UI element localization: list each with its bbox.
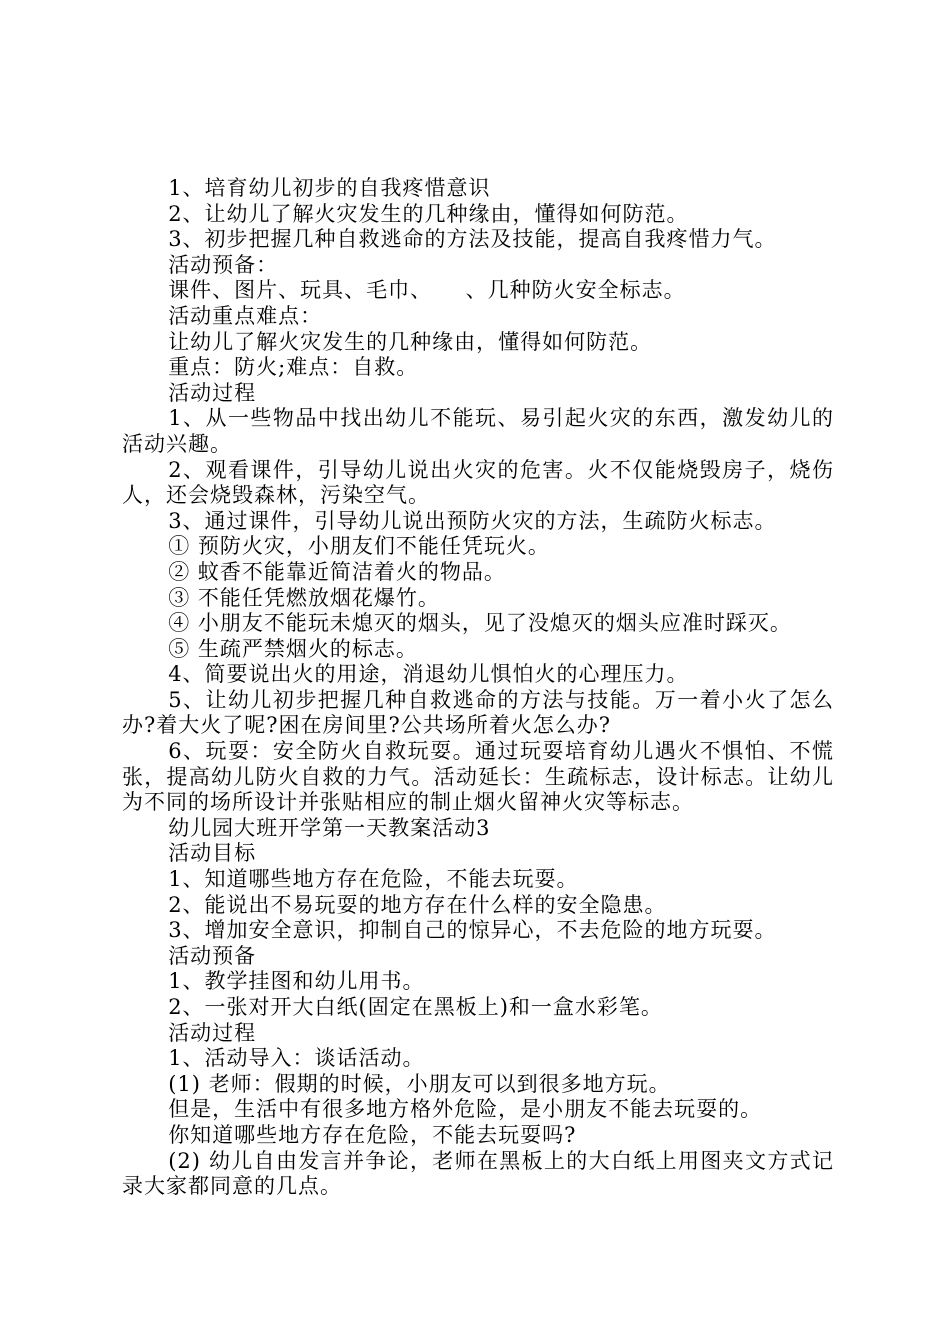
- paragraph: (2) 幼儿自由发言并争论，老师在黑板上的大白纸上用图夹文方式记录大家都同意的几点。: [122, 1148, 834, 1199]
- document-body: [122, 176, 834, 1200]
- paragraph: 6、玩耍：安全防火自救玩耍。通过玩耍培育幼儿遇火不惧怕、不慌张，提高幼儿防火自救的力气。活动延长：生疏标志，设计标志。让幼儿为不同的场所设计并张贴相应的制止烟火留神火灾等标志。: [122, 739, 834, 815]
- paragraph: 3、初步把握几种自救逃命的方法及技能，提高自我疼惜力气。: [168, 227, 777, 252]
- paragraph: 3、通过课件，引导幼儿说出预防火灾的方法，生疏防火标志。: [168, 508, 777, 533]
- section-heading: 活动重点难点：: [168, 303, 323, 328]
- paragraph: 1、教学挂图和幼儿用书。: [168, 969, 425, 994]
- section-heading: 活动预备: [168, 943, 257, 968]
- list-item: ① 预防火灾，小朋友们不能任凭玩火。: [168, 534, 550, 559]
- paragraph: 2、让幼儿了解火灾发生的几种缘由，懂得如何防范。: [168, 201, 689, 226]
- paragraph: 让幼儿了解火灾发生的几种缘由，懂得如何防范。: [168, 329, 653, 354]
- paragraph: 4、简要说出火的用途，消退幼儿惧怕火的心理压力。: [168, 662, 689, 687]
- paragraph: 课件、图片、玩具、毛巾、 、几种防火安全标志。: [168, 278, 686, 303]
- section-title: 幼儿园大班开学第一天教案活动3: [168, 815, 491, 840]
- list-item: ⑤ 生疏严禁烟火的标志。: [168, 636, 418, 661]
- section-heading: 活动过程: [168, 1020, 257, 1045]
- section-heading: 活动目标: [168, 841, 257, 866]
- list-item: ③ 不能任凭燃放烟花爆竹。: [168, 585, 440, 610]
- paragraph: 3、增加安全意识，抑制自己的惊异心，不去危险的地方玩耍。: [168, 918, 777, 943]
- list-item: ④ 小朋友不能玩未熄灭的烟头，见了没熄灭的烟头应准时踩灭。: [168, 611, 792, 636]
- paragraph: 重点：防火;难点：自救。: [168, 355, 419, 380]
- paragraph: 但是，生活中有很多地方格外危险，是小朋友不能去玩耍的。: [168, 1097, 763, 1122]
- paragraph: (1) 老师：假期的时候，小朋友可以到很多地方玩。: [168, 1071, 671, 1096]
- section-heading: 活动过程: [168, 380, 257, 405]
- paragraph: 1、知道哪些地方存在危险，不能去玩耍。: [168, 867, 579, 892]
- paragraph: 2、一张对开大白纸(固定在黑板上)和一盒水彩笔。: [168, 995, 663, 1019]
- section-heading: 活动预备：: [168, 252, 279, 277]
- paragraph: 1、培育幼儿初步的自我疼惜意识: [168, 176, 491, 200]
- paragraph: 1、活动导入：谈话活动。: [168, 1046, 425, 1071]
- paragraph: 2、能说出不易玩耍的地方存在什么样的安全隐患。: [168, 892, 667, 917]
- list-item: ② 蚊香不能靠近简洁着火的物品。: [168, 559, 506, 584]
- paragraph: 2、观看课件，引导幼儿说出火灾的危害。火不仅能烧毁房子，烧伤人，还会烧毁森林，污染空气。: [122, 457, 834, 508]
- paragraph: 5、让幼儿初步把握几种自救逃命的方法与技能。万一着小火了怎么办?着大火了呢?困在房间里?公共场所着火怎么办?: [122, 687, 834, 738]
- paragraph: 你知道哪些地方存在危险，不能去玩耍吗?: [168, 1122, 577, 1147]
- paragraph: 1、从一些物品中找出幼儿不能玩、易引起火灾的东西，激发幼儿的活动兴趣。: [122, 406, 834, 456]
